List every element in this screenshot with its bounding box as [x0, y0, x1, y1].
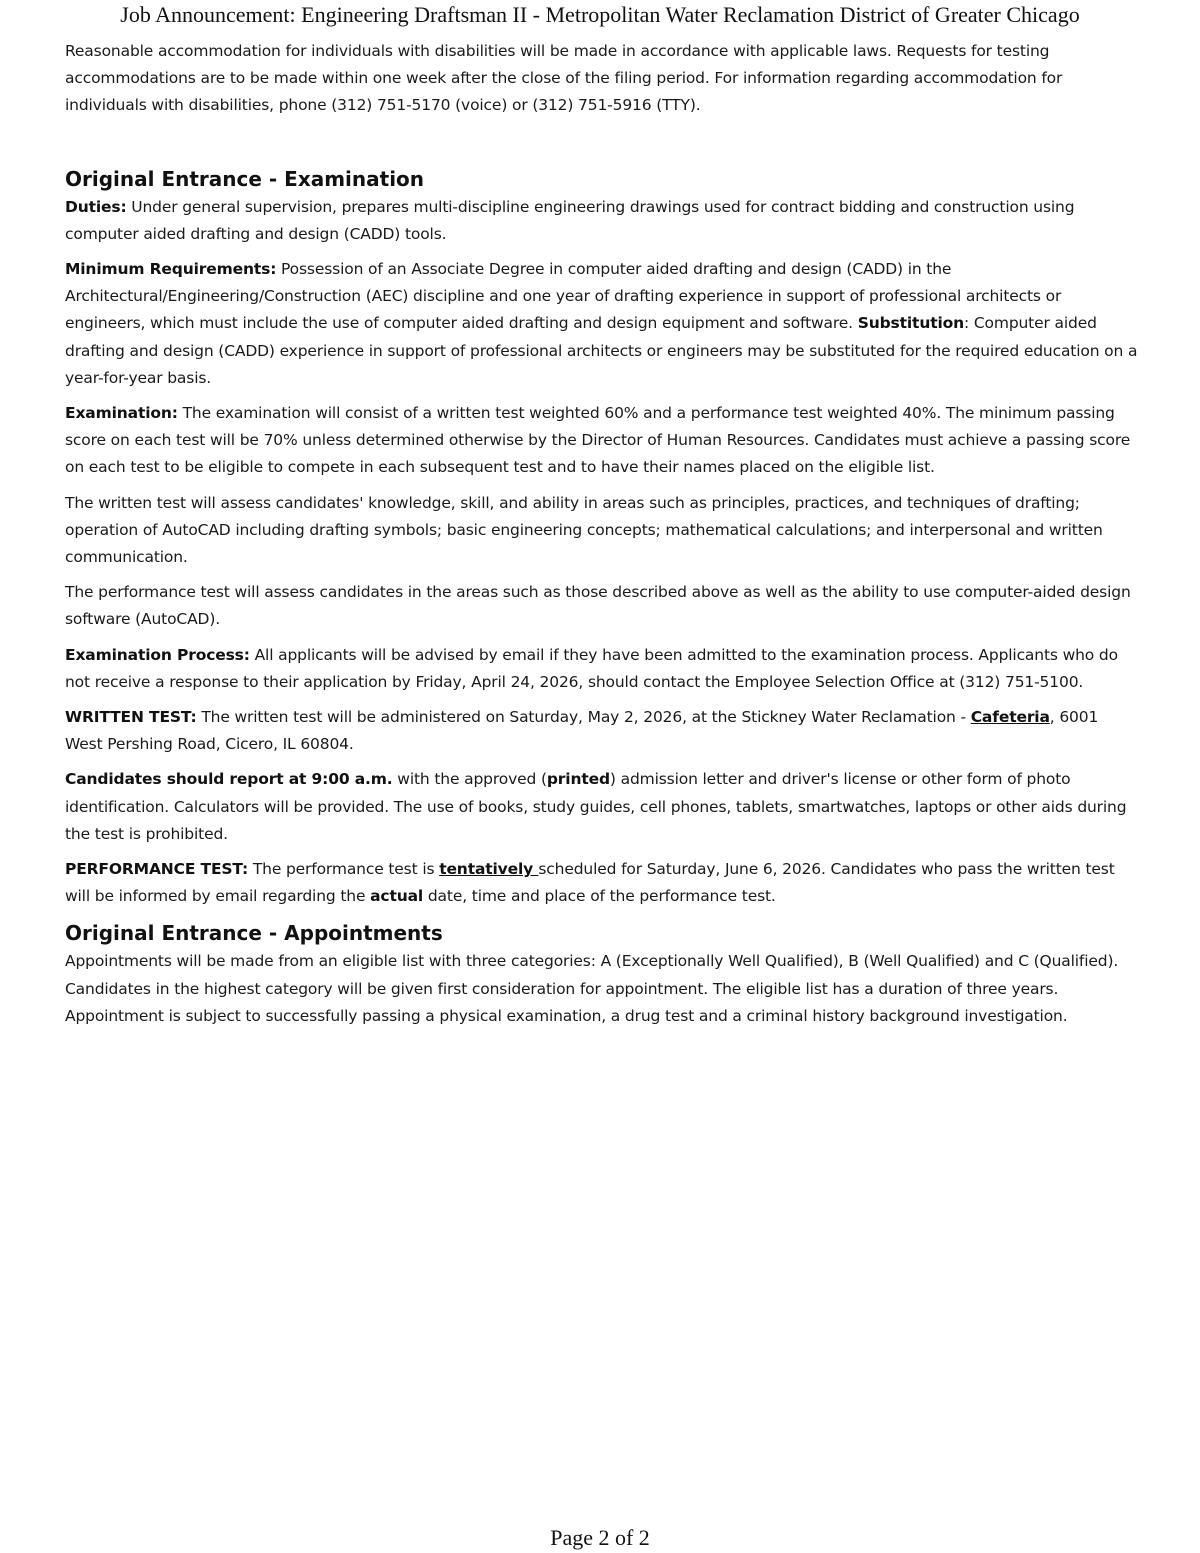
substitution-text: : Computer aided drafting and design (CADD) experience in support of professional architects or engineers may be substituted for the required education on a year-for-year basis. [65, 314, 1138, 387]
page-header-title: Job Announcement: Engineering Draftsman II - Metropolitan Water Reclamation District of Greater Chicago [120, 2, 1080, 27]
appointments-heading: Original Entrance - Appointments [65, 921, 443, 946]
duties-label: Duties: [65, 197, 127, 216]
report-text-before: with the approved ( [392, 770, 547, 789]
performance-test-text-before: The performance test is [248, 860, 440, 879]
duties-paragraph [65, 194, 1140, 248]
written-test-text-before: The written test will be administered on Saturday, May 2, 2026, at the Stickney Water Reclamation - [196, 708, 971, 727]
report-time-paragraph [65, 766, 1140, 848]
tentatively-emphasis: tentatively [439, 860, 539, 879]
appointments-paragraph: Appointments will be made from an eligible list with three categories: A (Exceptionally Well Qualified), B (Well Qualified) and C (Qualified). Candidates in the highest category will be given first consideration for appointment. The eligible list has a duration of three years. Appointment is subject to successfully passing a physical examination, a drug test and a criminal history background investigation. [65, 952, 1119, 1025]
duties-text: Under general supervision, prepares multi-discipline engineering drawings used for contract bidding and construction using computer aided drafting and design (CADD) tools. [65, 197, 1075, 243]
performance-test-paragraph [65, 856, 1140, 910]
examination-process-text: All applicants will be advised by email if they have been admitted to the examination process. Applicants who do not receive a response to their application by Friday, April 24, 2026, should contact the Employee Selection Office at (312) 751-5100. [65, 645, 1118, 691]
performance-test-description: The performance test will assess candidates in the areas such as those described above as well as the ability to use computer-aided design software (AutoCAD). [65, 583, 1131, 629]
examination-label: Examination: [65, 404, 178, 423]
examination-process-paragraph [65, 642, 1140, 696]
written-test-text-after: , 6001 West Pershing Road, Cicero, IL 60804. [65, 708, 1099, 754]
actual-emphasis: actual [370, 887, 424, 906]
minimum-requirements-text: Possession of an Associate Degree in computer aided drafting and design (CADD) in the Architectural/Engineering/Construction (AEC) discipline and one year of drafting experience in support of professional architects or engineers, which must include the use of computer aided drafting and design equipment and software. [65, 260, 1062, 333]
examination-heading: Original Entrance - Examination [65, 166, 425, 191]
minimum-requirements-label: Minimum Requirements: [65, 260, 277, 279]
examination-paragraph [65, 400, 1140, 482]
minimum-requirements-paragraph [65, 256, 1140, 392]
cafeteria-emphasis: Cafeteria [970, 708, 1050, 727]
written-test-paragraph [65, 704, 1140, 758]
performance-test-text-middle: scheduled for Saturday, June 6, 2026. Candidates who pass the written test will be informed by email regarding the [65, 860, 1115, 906]
document-body [65, 38, 1140, 1038]
examination-process-label: Examination Process: [65, 645, 250, 664]
page-number: Page 2 of 2 [550, 1525, 650, 1550]
written-test-label: WRITTEN TEST: [65, 708, 197, 727]
report-text-after: ) admission letter and driver's license or other form of photo identification. Calculators will be provided. The use of books, study guides, cell phones, tablets, smartwatches, laptops or other aids during the test is prohibited. [65, 770, 1127, 843]
report-time-label: Candidates should report at 9:00 a.m. [65, 770, 393, 789]
substitution-label: Substitution [857, 314, 965, 333]
accommodation-paragraph: Reasonable accommodation for individuals with disabilities will be made in accordance with applicable laws. Requests for testing accommodations are to be made within one week after the close of the filing period. For information regarding accommodation for individuals with disabilities, phone (312) 751-5170 (voice) or (312) 751-5916 (TTY). [65, 42, 1063, 115]
performance-test-label: PERFORMANCE TEST: [65, 860, 249, 879]
performance-test-text-after: date, time and place of the performance test. [423, 887, 776, 906]
examination-text: The examination will consist of a written test weighted 60% and a performance test weighted 40%. The minimum passing score on each test will be 70% unless determined otherwise by the Director of Human Resources. Candidates must achieve a passing score on each test to be eligible to compete in each subsequent test and to have their names placed on the eligible list. [65, 404, 1131, 477]
written-test-description: The written test will assess candidates' knowledge, skill, and ability in areas such as principles, practices, and techniques of drafting; operation of AutoCAD including drafting symbols; basic engineering concepts; mathematical calculations; and interpersonal and written communication. [65, 493, 1103, 567]
printed-emphasis: printed [546, 770, 610, 789]
